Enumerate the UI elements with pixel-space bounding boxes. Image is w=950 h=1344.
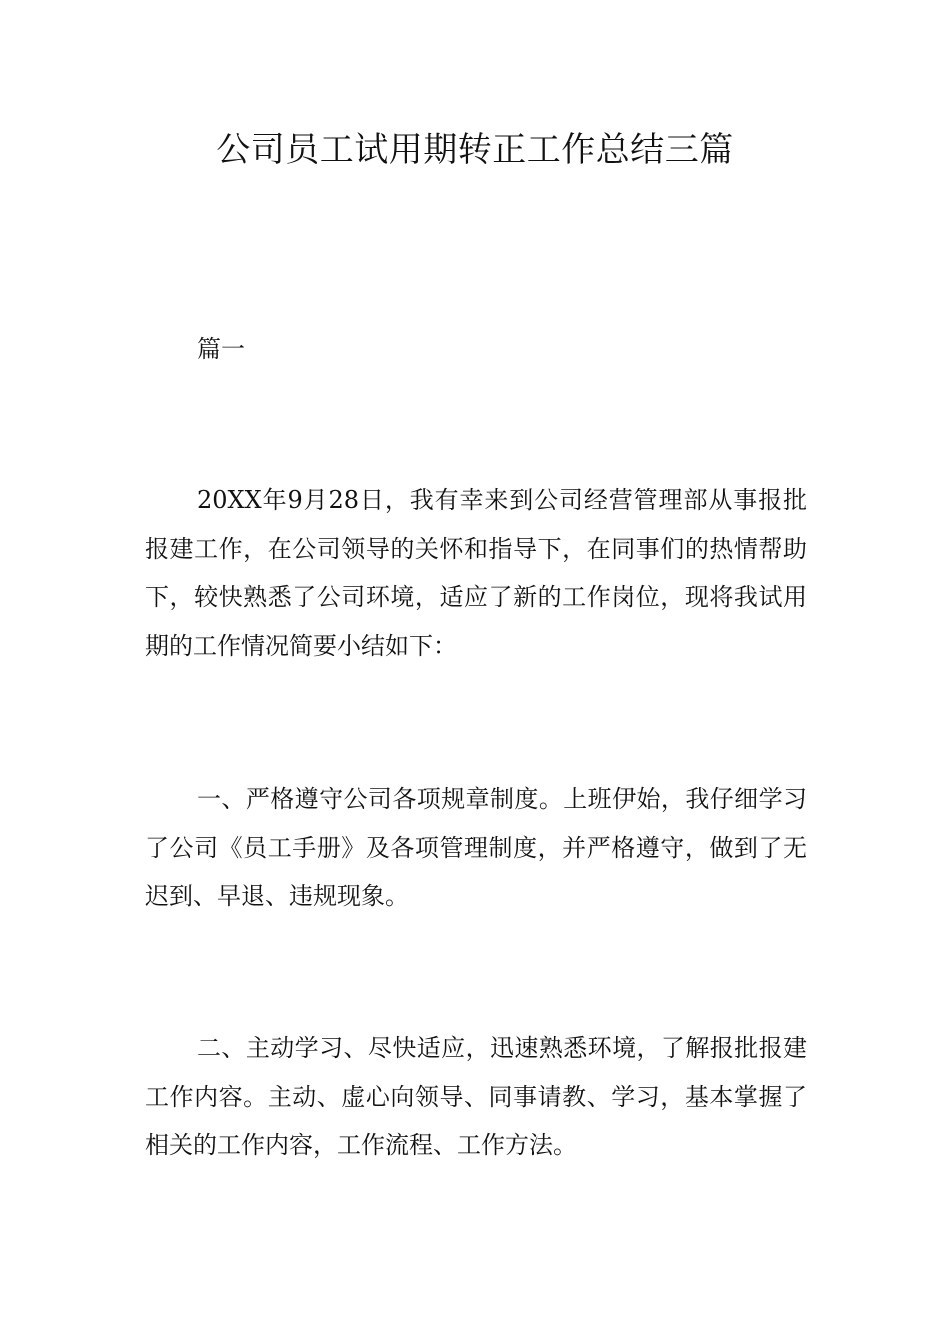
document-title: 公司员工试用期转正工作总结三篇 — [216, 130, 734, 170]
paragraph-point-two: 二、主动学习、尽快适应，迅速熟悉环境，了解报批报建工作内容。主动、虚心向领导、同事请教、学习，基本掌握了相关的工作内容，工作流程、工作方法。 — [145, 1034, 807, 1159]
paragraph-intro: 20XX年9月28日，我有幸来到公司经营管理部从事报批报建工作，在公司领导的关怀和指导下，在同事们的热情帮助下，较快熟悉了公司环境，适应了新的工作岗位，现将我试用期的工作情况简要小结如下： — [145, 486, 807, 660]
paragraph-point-one: 一、严格遵守公司各项规章制度。上班伊始，我仔细学习了公司《员工手册》及各项管理制度，并严格遵守，做到了无迟到、早退、违规现象。 — [145, 785, 807, 910]
section-label: 篇一 — [197, 335, 245, 363]
